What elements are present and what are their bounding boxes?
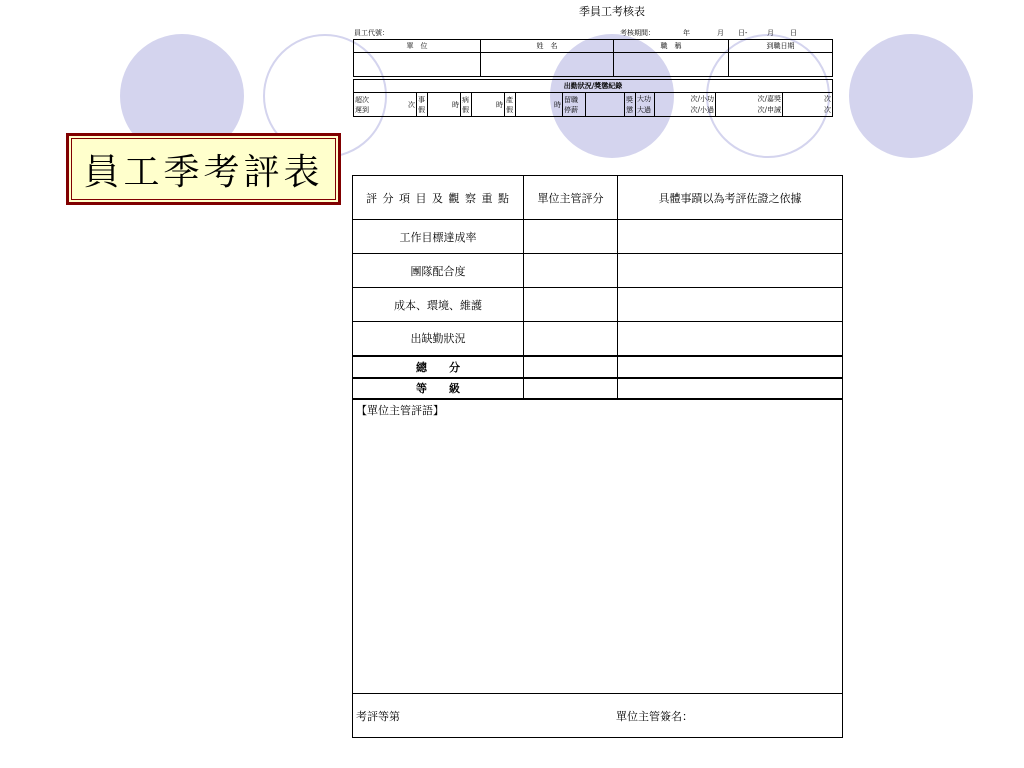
period-year: 年 bbox=[683, 29, 690, 37]
info-header-date: 到職日期 bbox=[729, 40, 833, 53]
eval-header-item: 評 分 項 目 及 觀 察 重 點 bbox=[353, 176, 524, 220]
eval-item-label: 出缺勤狀況 bbox=[353, 322, 524, 356]
major-labels bbox=[636, 93, 655, 117]
grade-label: 等 級 bbox=[353, 378, 524, 399]
info-cell-unit[interactable] bbox=[354, 53, 481, 77]
eval-evidence-cell[interactable] bbox=[618, 288, 843, 322]
eval-score-cell[interactable] bbox=[524, 220, 618, 254]
late-times: 次 bbox=[376, 93, 417, 117]
grade-score-cell[interactable] bbox=[524, 378, 618, 399]
info-table bbox=[353, 39, 833, 77]
info-header-name: 姓 名 bbox=[481, 40, 614, 53]
decor-circle-5 bbox=[849, 34, 973, 158]
sick-leave-hours: 時 bbox=[472, 93, 505, 117]
unpaid-leave-label: 留職停薪 bbox=[563, 93, 586, 117]
minor-demerit-label: 次/小過 bbox=[690, 105, 714, 114]
period-label: 考核期間： bbox=[620, 29, 655, 37]
personal-leave-hours: 時 bbox=[428, 93, 461, 117]
eval-item-label: 成本、環境、維護 bbox=[353, 288, 524, 322]
major-demerit-label: 大過 bbox=[637, 105, 651, 114]
period-month-2: 月 bbox=[767, 29, 774, 37]
commend-label: 次/嘉獎 bbox=[757, 94, 781, 103]
attendance-title: 出勤狀況/獎懲紀錄 bbox=[354, 80, 833, 93]
grade-evidence-cell[interactable] bbox=[618, 378, 843, 399]
comment-label: 【單位主管評語】 bbox=[356, 403, 444, 417]
maternity-leave-label: 產假 bbox=[505, 93, 516, 117]
end-times-2: 次 bbox=[824, 105, 831, 114]
period-day-2: 日 bbox=[790, 29, 797, 37]
end-times bbox=[783, 93, 833, 117]
period-month-1: 月 bbox=[717, 29, 724, 37]
eval-header-evidence: 具體事蹟以為考評佐證之依據 bbox=[618, 176, 843, 220]
signature-label: 單位主管簽名： bbox=[616, 709, 693, 723]
eval-evidence-cell[interactable] bbox=[618, 254, 843, 288]
info-cell-date[interactable] bbox=[729, 53, 833, 77]
sign-row bbox=[353, 694, 843, 738]
total-score-cell[interactable] bbox=[524, 356, 618, 378]
sick-leave-label: 病假 bbox=[461, 93, 472, 117]
eval-item-label: 工作目標達成率 bbox=[353, 220, 524, 254]
rank-label: 考評等第 bbox=[356, 709, 400, 723]
total-label: 總 分 bbox=[353, 356, 524, 378]
attendance-table bbox=[353, 79, 833, 117]
major-merit-label: 大功 bbox=[637, 94, 651, 103]
eval-item-label: 團隊配合度 bbox=[353, 254, 524, 288]
info-header-unit: 單 位 bbox=[354, 40, 481, 53]
employee-id-label: 員工代號： bbox=[354, 29, 389, 37]
end-times-1: 次 bbox=[824, 94, 831, 103]
late-label: 超次遲到 bbox=[354, 93, 377, 117]
maternity-leave-hours: 時 bbox=[516, 93, 563, 117]
minor-merit-label: 次/小功 bbox=[690, 94, 714, 103]
eval-score-cell[interactable] bbox=[524, 322, 618, 356]
info-cell-name[interactable] bbox=[481, 53, 614, 77]
commend-labels bbox=[716, 93, 783, 117]
slide-title: 員工季考評表 bbox=[66, 133, 341, 205]
eval-header-score: 單位主管評分 bbox=[524, 176, 618, 220]
eval-evidence-cell[interactable] bbox=[618, 220, 843, 254]
eval-score-cell[interactable] bbox=[524, 288, 618, 322]
eval-score-cell[interactable] bbox=[524, 254, 618, 288]
unpaid-leave-cell[interactable] bbox=[586, 93, 625, 117]
eval-evidence-cell[interactable] bbox=[618, 322, 843, 356]
page-title: 季員工考核表 bbox=[579, 5, 645, 18]
info-cell-title[interactable] bbox=[614, 53, 729, 77]
minor-labels bbox=[655, 93, 716, 117]
warning-label: 次/申誡 bbox=[757, 105, 781, 114]
period-day-1: 日- bbox=[738, 29, 748, 37]
total-evidence-cell[interactable] bbox=[618, 356, 843, 378]
evaluation-table bbox=[352, 175, 843, 738]
personal-leave-label: 事假 bbox=[417, 93, 428, 117]
reward-punish-label: 獎懲 bbox=[625, 93, 636, 117]
info-header-title: 職 稱 bbox=[614, 40, 729, 53]
comment-area[interactable] bbox=[353, 399, 843, 694]
